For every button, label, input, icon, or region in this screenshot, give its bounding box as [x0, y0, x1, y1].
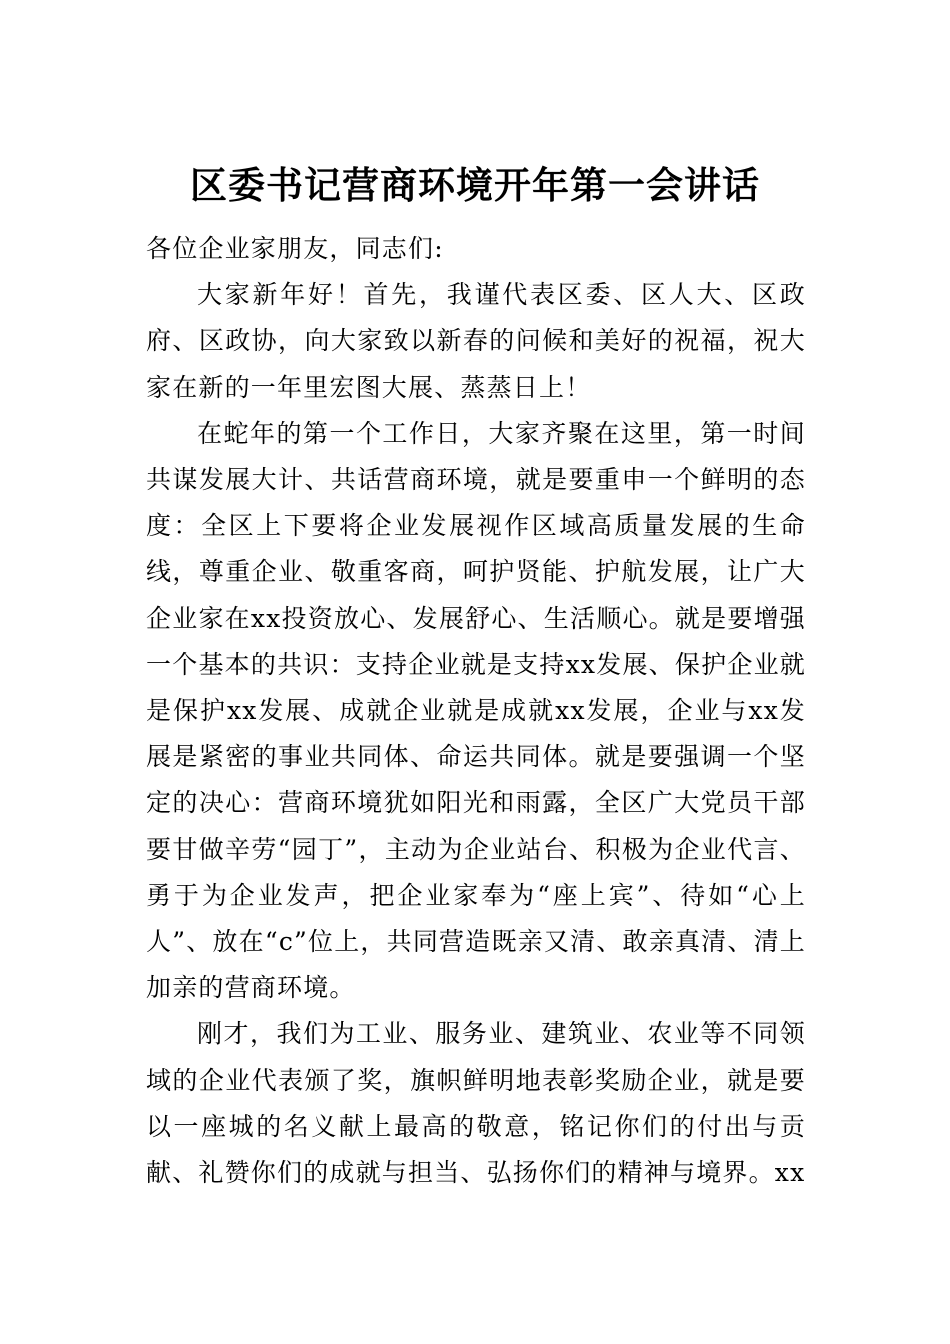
paragraph-awards: 刚才，我们为工业、服务业、建筑业、农业等不同领域的企业代表颁了奖，旗帜鲜明地表彰奖励企业，就是要以一座城的名义献上最高的敬意，铭记你们的付出与贡献、礼赞你们的成就与担当、弘扬你们的精神与境界。xx — [146, 1019, 806, 1188]
paragraph-greeting: 大家新年好！首先，我谨代表区委、区人大、区政府、区政协，向大家致以新春的问候和美好的祝福，祝大家在新的一年里宏图大展、蒸蒸日上！ — [146, 280, 806, 402]
document-body — [146, 226, 806, 1196]
document-title: 区委书记营商环境开年第一会讲话 — [190, 163, 760, 207]
paragraph-attitude: 在蛇年的第一个工作日，大家齐聚在这里，第一时间共谋发展大计、共话营商环境，就是要重申一个鲜明的态度：全区上下要将企业发展视作区域高质量发展的生命线，尊重企业、敬重客商，呵护贤能、护航发展，让广大企业家在xx投资放心、发展舒心、生活顺心。就是要增强一个基本的共识：支持企业就是支持xx发展、保护企业就是保护xx发展、成就企业就是成就xx发展，企业与xx发展是紧密的事业共同体、命运共同体。就是要强调一个坚定的决心：营商环境犹如阳光和雨露，全区广大党员干部要甘做辛劳“园丁”，主动为企业站台、积极为企业代言、勇于为企业发声，把企业家奉为“座上宾”、待如“心上人”、放在“c”位上，共同营造既亲又清、敢亲真清、清上加亲的营商环境。 — [146, 418, 806, 1003]
salutation: 各位企业家朋友，同志们: — [146, 234, 444, 263]
